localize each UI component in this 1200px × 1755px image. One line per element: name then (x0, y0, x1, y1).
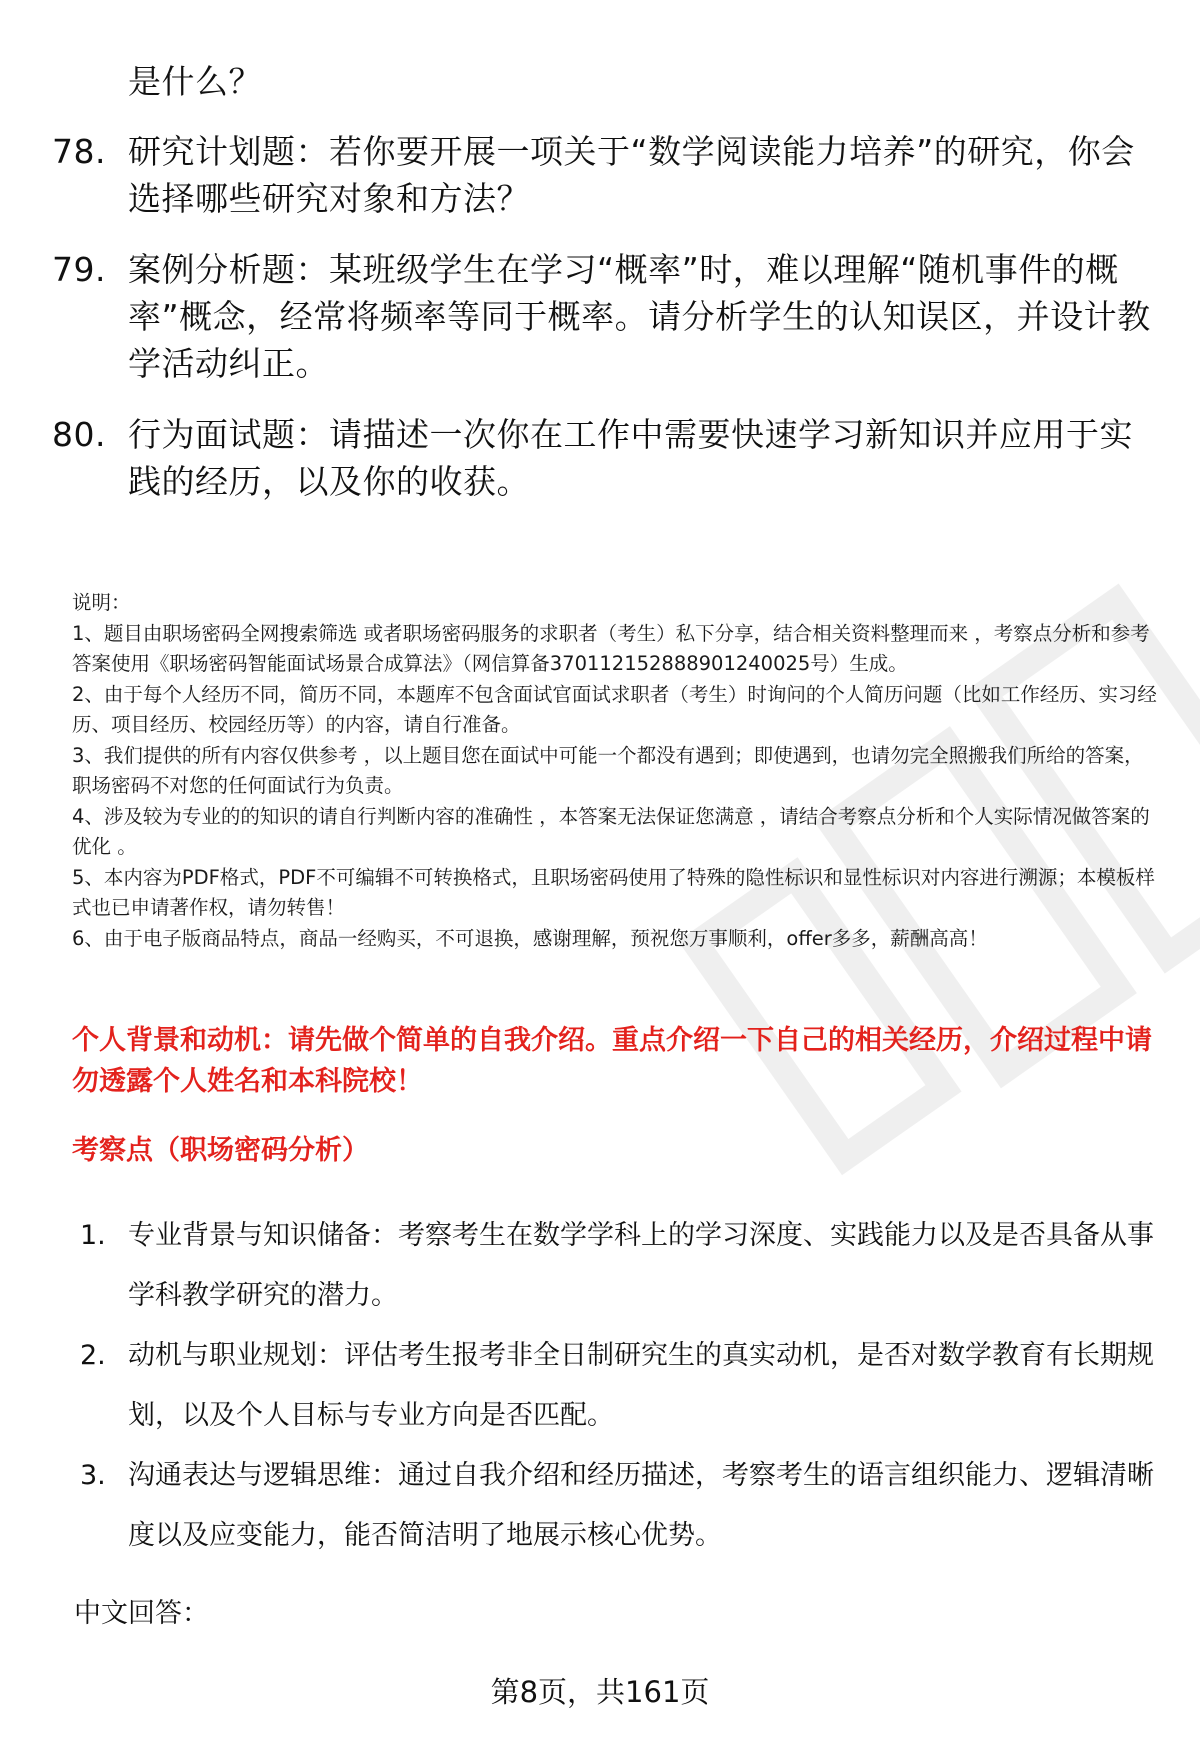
analysis-number: 2. (80, 1340, 106, 1371)
analysis-list (80, 1206, 1170, 1566)
analysis-text: 动机与职业规划：评估考生报考非全日制研究生的真实动机，是否对数学教育有长期规划，以及个人目标与专业方向是否匹配。 (128, 1340, 1154, 1431)
note-item: 6、由于电子版商品特点，商品一经购买，不可退换，感谢理解，预祝您万事顺利，offer多多，薪酬高高！ (72, 926, 988, 950)
question-item (52, 128, 1162, 222)
question-list (52, 58, 1162, 505)
page-number: 第8页，共161页 (490, 1675, 710, 1709)
note-item: 2、由于每个人经历不同，简历不同，本题库不包含面试官面试求职者（考生）时询问的个人简历问题（比如工作经历、实习经历、项目经历、校园经历等）的内容，请自行准备。 (72, 682, 1157, 736)
analysis-text: 沟通表达与逻辑思维：通过自我介绍和经历描述，考察考生的语言组织能力、逻辑清晰度以及应变能力，能否简洁明了地展示核心优势。 (128, 1460, 1154, 1551)
analysis-point (80, 1206, 1170, 1326)
notes-title: 说明： (72, 591, 131, 614)
note-item: 5、本内容为PDF格式，PDF不可编辑不可转换格式，且职场密码使用了特殊的隐性标识和显性标识对内容进行溯源；本模板样式也已申请著作权，请勿转售！ (72, 865, 1155, 919)
analysis-point (80, 1446, 1170, 1566)
analysis-subheading: 考察点（职场密码分析） (72, 1135, 369, 1166)
question-text: 行为面试题：请描述一次你在工作中需要快速学习新知识并应用于实践的经历，以及你的收获。 (128, 415, 1133, 501)
question-text: 研究计划题：若你要开展一项关于“数学阅读能力培养”的研究，你会选择哪些研究对象和方法？ (128, 132, 1135, 218)
question-number: 80. (52, 415, 106, 454)
question-text: 案例分析题：某班级学生在学习“概率”时，难以理解“随机事件的概率”概念，经常将频率等同于概率。请分析学生的认知误区，并设计教学活动纠正。 (128, 250, 1151, 383)
analysis-number: 3. (80, 1460, 106, 1491)
note-item: 3、我们提供的所有内容仅供参考 ，以上题目您在面试中可能一个都没有遇到；即使遇到，也请勿完全照搬我们所给的答案，职场密码不对您的任何面试行为负责。 (72, 743, 1144, 797)
note-item: 1、题目由职场密码全网搜索筛选 或者职场密码服务的求职者（考生）私下分享，结合相关资料整理而来 ，考察点分析和参考答案使用《职场密码智能面试场景合成算法》（网信算备370112152888901240025号）生成。 (72, 621, 1150, 675)
section-heading: 个人背景和动机：请先做个简单的自我介绍。重点介绍一下自己的相关经历，介绍过程中请勿透露个人姓名和本科院校！ (72, 1025, 1152, 1097)
answer-label: 中文回答： (74, 1598, 209, 1629)
question-continuation: 是什么？ (128, 62, 262, 101)
question-item (52, 246, 1162, 387)
analysis-text: 专业背景与知识储备：考察考生在数学学科上的学习深度、实践能力以及是否具备从事学科教学研究的潜力。 (128, 1220, 1154, 1311)
analysis-point (80, 1326, 1170, 1446)
question-number: 78. (52, 132, 106, 171)
question-number: 79. (52, 250, 106, 289)
analysis-number: 1. (80, 1220, 106, 1251)
question-item (52, 411, 1162, 505)
note-item: 4、涉及较为专业的的知识的请自行判断内容的准确性 ，本答案无法保证您满意 ，请结合考察点分析和个人实际情况做答案的优化 。 (72, 804, 1150, 858)
notes-block (72, 588, 1162, 954)
